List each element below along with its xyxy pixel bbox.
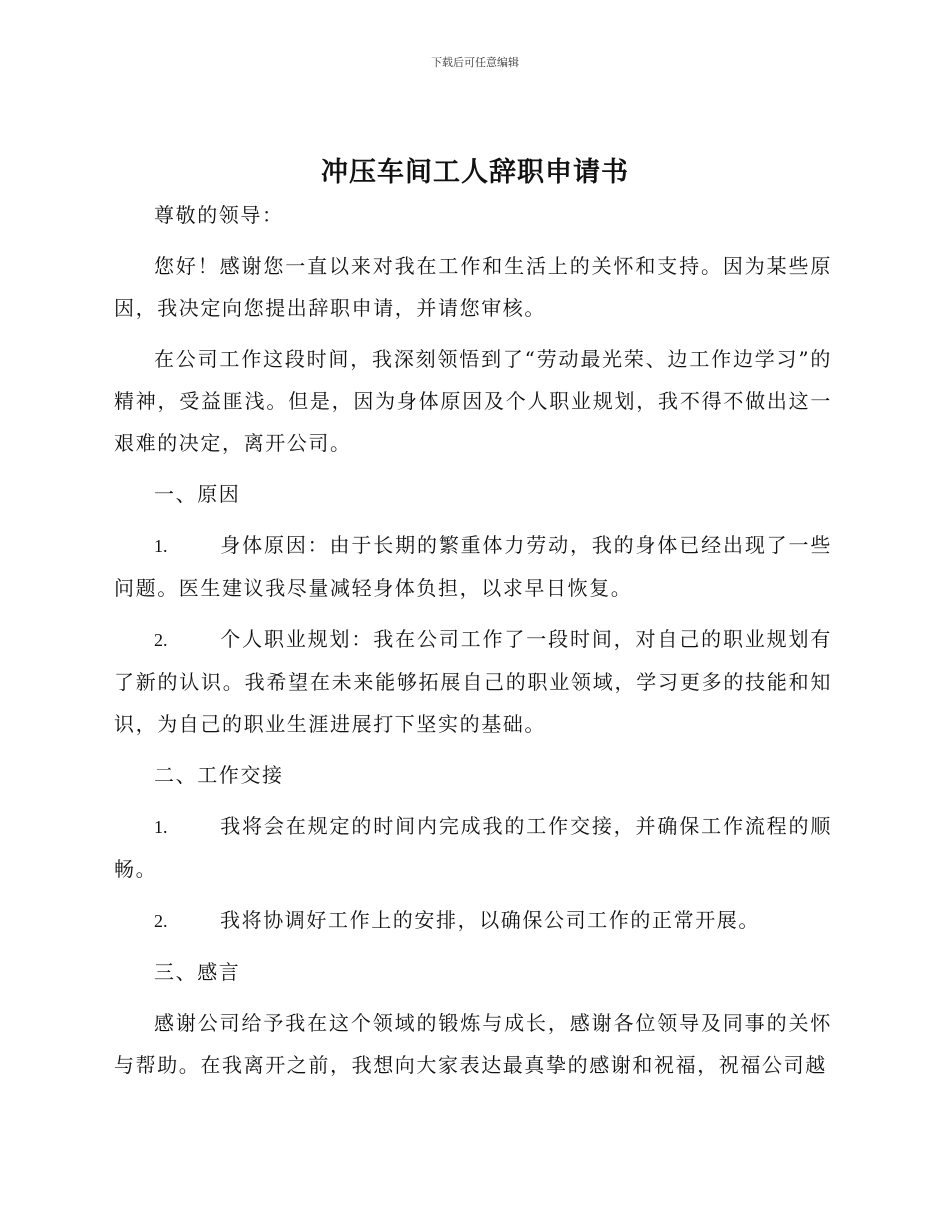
salutation: 尊敬的领导： — [154, 203, 284, 227]
paragraph-thanks: 感谢公司给予我在这个领域的锻炼与成长，感谢各位领导及同事的关怀与帮助。在我离开之前，我想向大家表达最真挚的感谢和祝福，祝福公司越 — [114, 1011, 832, 1077]
header-note: 下载后可任意编辑 — [431, 56, 519, 69]
document-title: 冲压车间工人辞职申请书 — [321, 157, 629, 188]
list-item-number: 2. — [154, 911, 168, 931]
section-heading-thanks: 三、感言 — [154, 960, 241, 984]
list-item-reason-2 — [114, 618, 832, 745]
document-body — [114, 194, 832, 1095]
section-heading-handover: 二、工作交接 — [154, 763, 284, 787]
list-item-handover-1 — [114, 805, 832, 890]
list-item-handover-2 — [114, 899, 832, 942]
section-heading-reasons: 一、原因 — [154, 482, 241, 506]
paragraph-greeting: 您好！感谢您一直以来对我在工作和生活上的关怀和支持。因为某些原因，我决定向您提出辞职申请，并请您审核。 — [114, 254, 832, 320]
list-item-text: 个人职业规划：我在公司工作了一段时间，对自己的职业规划有了新的认识。我希望在未来能够拓展自己的职业领域，学习更多的技能和知识，为自己的职业生涯进展打下坚实的基础。 — [114, 627, 832, 736]
list-item-number: 1. — [154, 817, 168, 837]
list-item-number: 2. — [154, 630, 168, 650]
paragraph-reflection: 在公司工作这段时间，我深刻领悟到了“劳动最光荣、边工作边学习”的精神，受益匪浅。但是，因为身体原因及个人职业规划，我不得不做出这一艰难的决定，离开公司。 — [114, 347, 832, 455]
list-item-text: 身体原因：由于长期的繁重体力劳动，我的身体已经出现了一些问题。医生建议我尽量减轻身体负担，以求早日恢复。 — [114, 533, 832, 600]
list-item-reason-1 — [114, 524, 832, 609]
list-item-text: 我将会在规定的时间内完成我的工作交接，并确保工作流程的顺畅。 — [114, 814, 832, 881]
list-item-text: 我将协调好工作上的安排，以确保公司工作的正常开展。 — [220, 908, 760, 932]
list-item-number: 1. — [154, 536, 168, 556]
